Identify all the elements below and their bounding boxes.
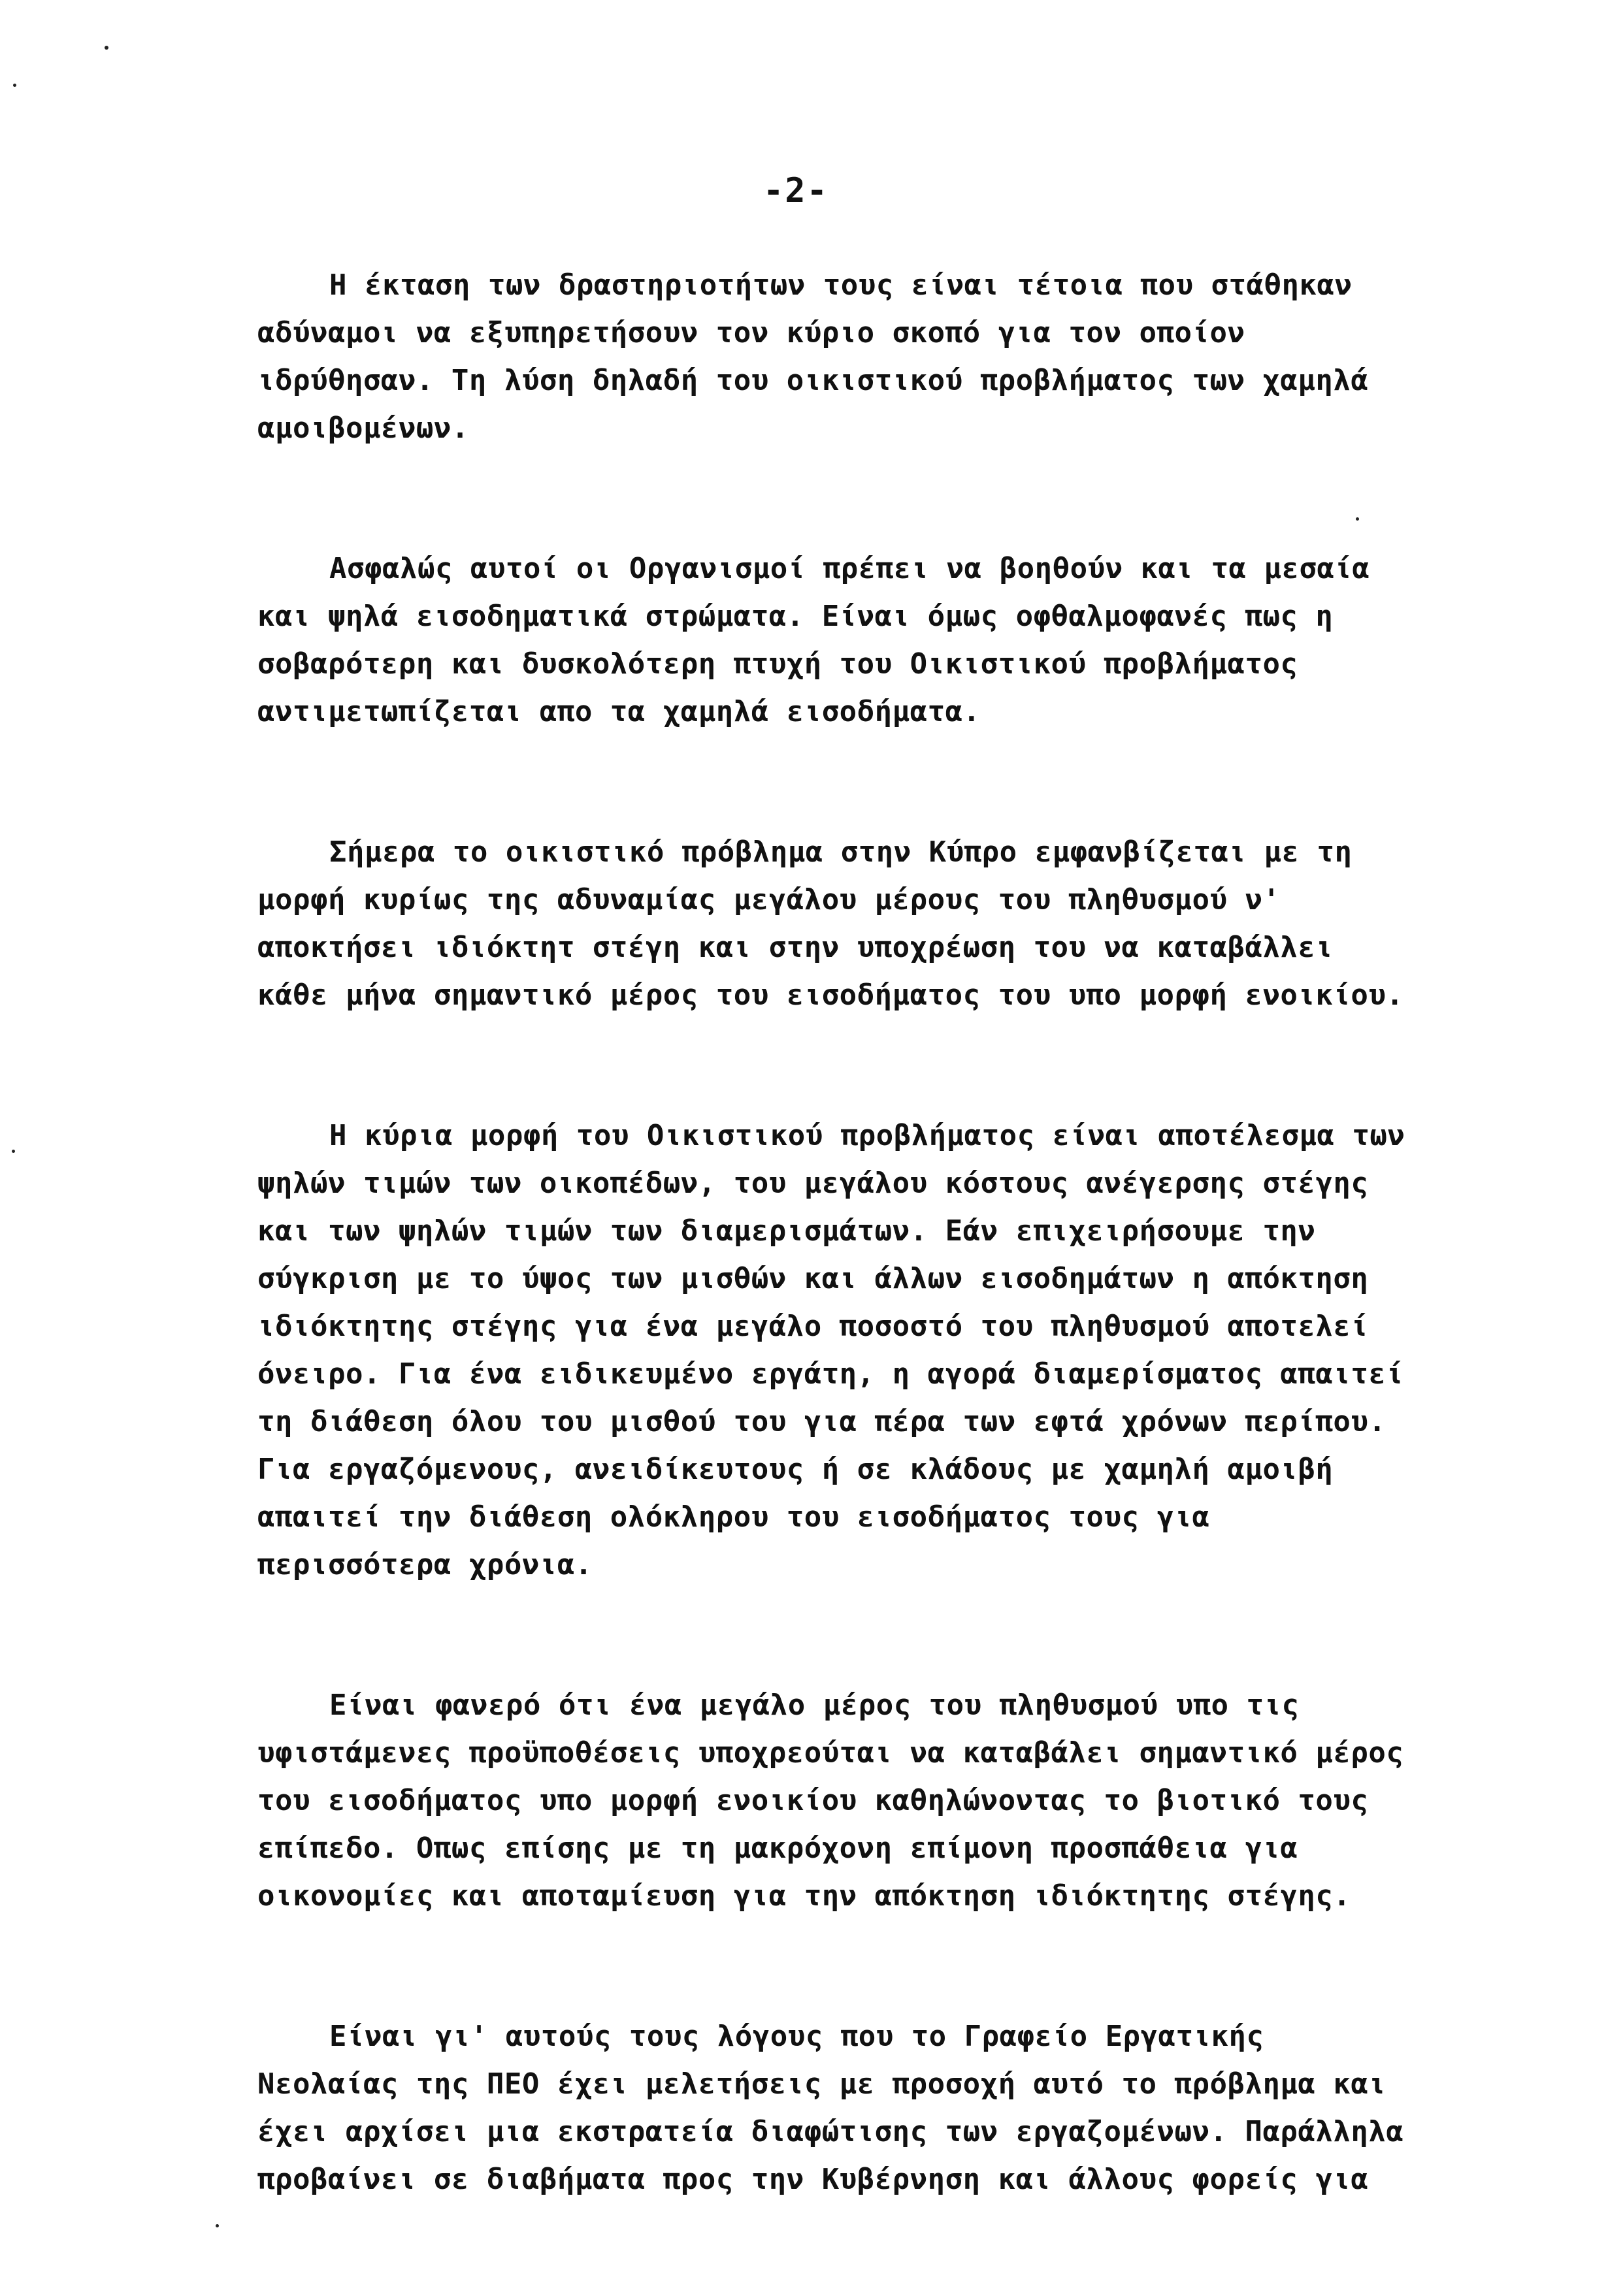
text-line: τη διάθεση όλου του μισθού του για πέρα των εφτά χρόνων περίπου. <box>257 1405 1386 1438</box>
text-line: όνειρο. Για ένα ειδικευμένο εργάτη, η αγορά διαμερίσματος απαιτεί <box>257 1357 1404 1391</box>
text-line: μορφή κυρίως της αδυναμίας μεγάλου μέρους του πληθυσμού ν' <box>257 883 1281 916</box>
text-line: απαιτεί την διάθεση ολόκληρου του εισοδήματος τους για <box>257 1500 1210 1534</box>
text-line: ιδιόκτητης στέγης για ένα μεγάλο ποσοστό του πληθυσμού αποτελεί <box>257 1310 1369 1343</box>
text-line: και ψηλά εισοδηματικά στρώματα. Είναι όμως οφθαλμοφανές πως η <box>257 600 1334 633</box>
text-line: οικονομίες και αποταμίευση για την απόκτηση ιδιόκτητης στέγης. <box>257 1879 1351 1913</box>
scan-speck <box>12 1150 15 1153</box>
text-line: και των ψηλών τιμών των διαμερισμάτων. Εάν επιχειρήσουμε την <box>257 1214 1316 1248</box>
text-line: του εισοδήματος υπο μορφή ενοικίου καθηλώνοντας το βιοτικό τους <box>257 1784 1369 1817</box>
text-line: Η έκταση των δραστηριοτήτων τους είναι τέτοια που στάθηκαν <box>329 268 1353 302</box>
scan-speck <box>105 46 108 50</box>
paragraph <box>257 1681 1404 1920</box>
scan-speck <box>13 84 16 87</box>
paragraph <box>257 2013 1404 2203</box>
text-line: Σήμερα το οικιστικό πρόβλημα στην Κύπρο εμφανβίζεται με τη <box>329 835 1353 869</box>
scan-speck <box>216 2224 219 2227</box>
paragraph <box>257 261 1369 452</box>
text-line: αμοιβομένων. <box>257 412 469 445</box>
text-line: έχει αρχίσει μια εκστρατεία διαφώτισης των εργαζομένων. Παράλληλα <box>257 2115 1404 2148</box>
text-line: αδύναμοι να εξυπηρετήσουν τον κύριο σκοπό για τον οποίον <box>257 316 1245 349</box>
text-line: ιδρύθησαν. Τη λύση δηλαδή του οικιστικού προβλήματος των χαμηλά <box>257 364 1369 397</box>
text-line: Είναι γι' αυτούς τους λόγους που το Γραφείο Εργατικής <box>329 2020 1264 2053</box>
text-line: επίπεδο. Οπως επίσης με τη μακρόχονη επίμονη προσπάθεια για <box>257 1832 1298 1865</box>
scan-speck <box>1356 517 1359 521</box>
text-line: Νεολαίας της ΠΕΟ έχει μελετήσεις με προσοχή αυτό το πρόβλημα και <box>257 2067 1386 2101</box>
paragraph <box>257 545 1370 736</box>
paragraph <box>257 828 1404 1019</box>
text-line: προβαίνει σε διαβήματα προς την Κυβέρνηση και άλλους φορείς για <box>257 2163 1369 2196</box>
text-line: σοβαρότερη και δυσκολότερη πτυχή του Οικιστικού προβλήματος <box>257 647 1298 681</box>
text-line: Η κύρια μορφή του Οικιστικού προβλήματος είναι αποτέλεσμα των <box>329 1119 1405 1152</box>
text-line: αποκτήσει ιδιόκτητ στέγη και στην υποχρέωση του να καταβάλλει <box>257 931 1334 964</box>
text-line: Για εργαζόμενους, ανειδίκευτους ή σε κλάδους με χαμηλή αμοιβή <box>257 1453 1334 1486</box>
text-line: Είναι φανερό ότι ένα μεγάλο μέρος του πληθυσμού υπο τις <box>329 1689 1300 1722</box>
text-line: περισσότερα χρόνια. <box>257 1548 593 1581</box>
paragraph <box>257 1112 1405 1589</box>
text-line: ψηλών τιμών των οικοπέδων, του μεγάλου κόστους ανέγερσης στέγης <box>257 1167 1369 1200</box>
text-line: Ασφαλώς αυτοί οι Οργανισμοί πρέπει να βοηθούν και τα μεσαία <box>329 552 1370 585</box>
text-line: σύγκριση με το ύψος των μισθών και άλλων εισοδημάτων η απόκτηση <box>257 1262 1369 1295</box>
page-number: -2- <box>763 171 829 210</box>
text-line: υφιστάμενες προϋποθέσεις υποχρεούται να καταβάλει σημαντικό μέρος <box>257 1736 1404 1770</box>
text-line: κάθε μήνα σημαντικό μέρος του εισοδήματος του υπο μορφή ενοικίου. <box>257 978 1404 1012</box>
text-line: αντιμετωπίζεται απο τα χαμηλά εισοδήματα. <box>257 695 981 728</box>
body-text <box>257 261 1405 2296</box>
